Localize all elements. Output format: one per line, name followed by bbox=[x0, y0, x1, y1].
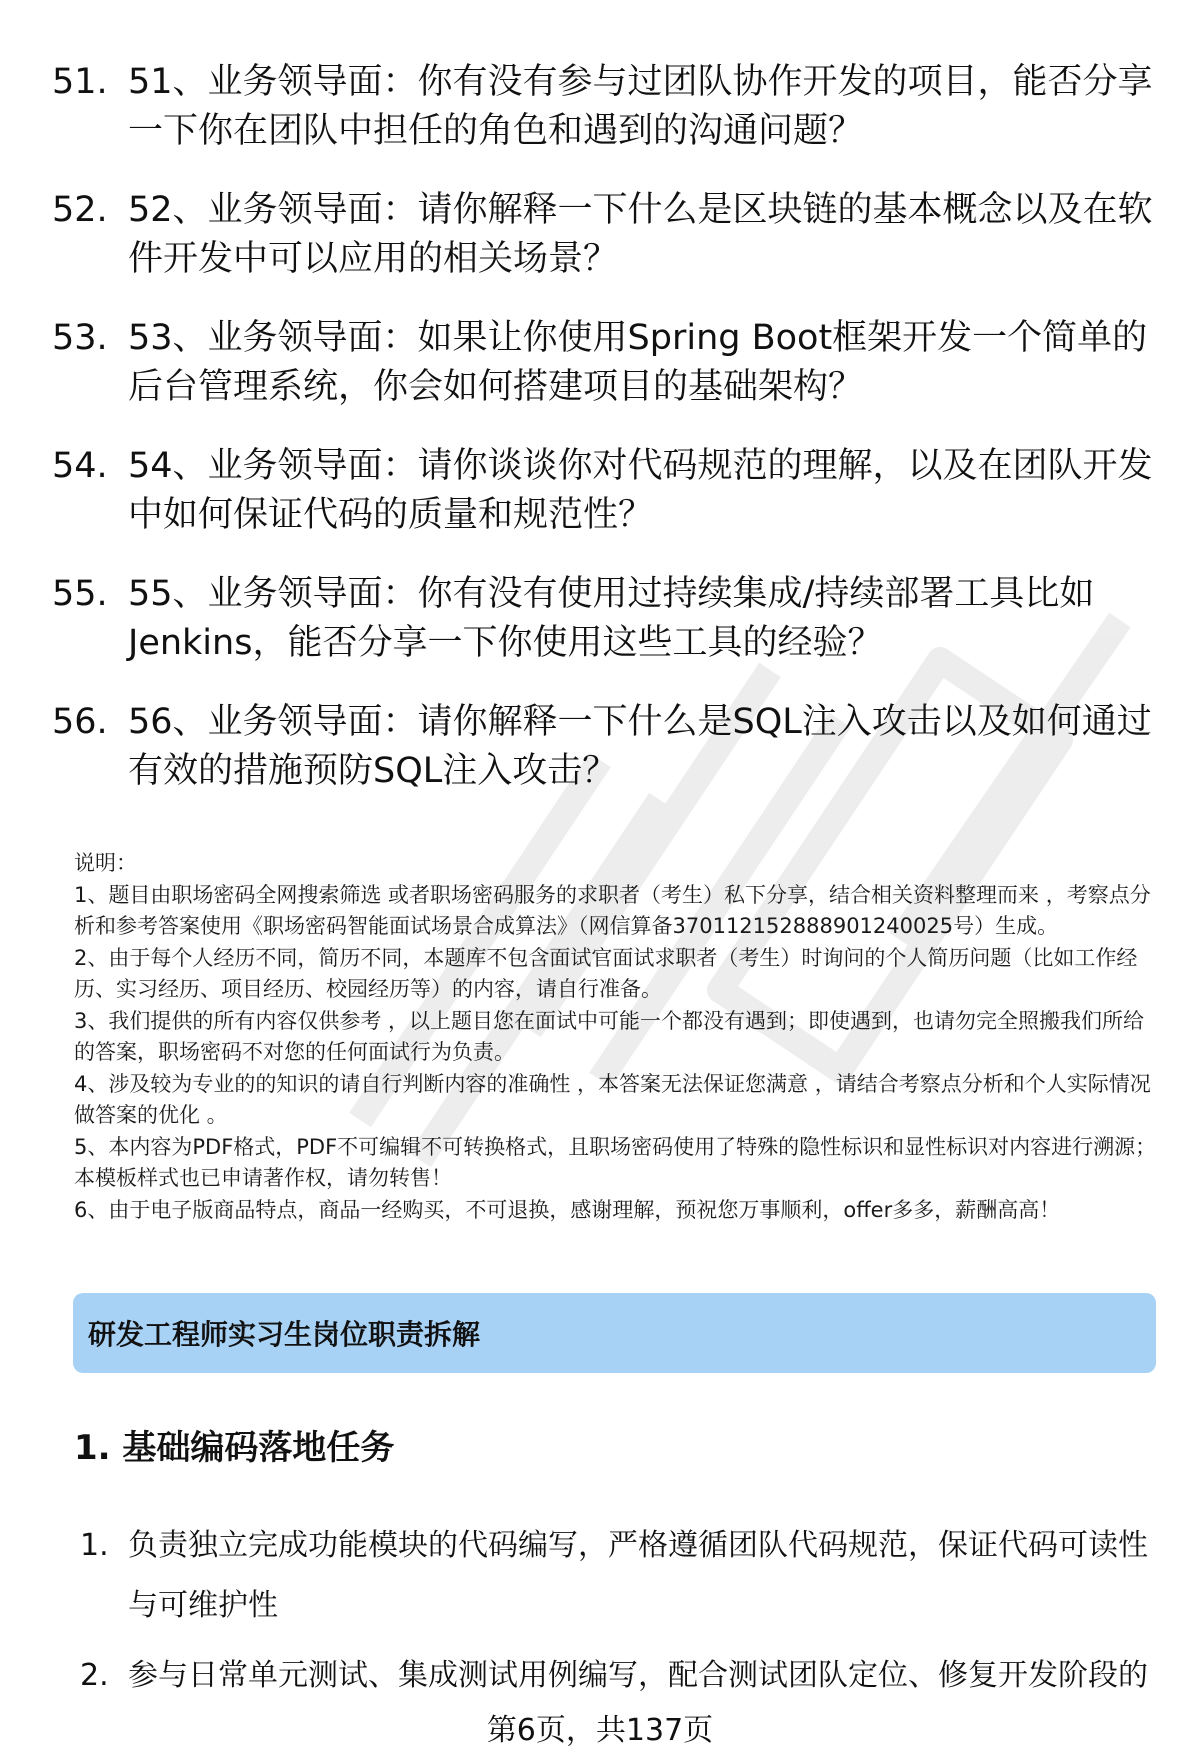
note-item: 1、题目由职场密码全网搜索筛选 或者职场密码服务的求职者（考生）私下分享，结合相关资料整理而来 ，考察点分析和参考答案使用《职场密码智能面试场景合成算法》（网信算备370112152888901240025号）生成。 bbox=[74, 882, 1151, 938]
question-text: 52、业务领导面：请你解释一下什么是区块链的基本概念以及在软件开发中可以应用的相关场景？ bbox=[128, 190, 1153, 279]
question-number: 52. bbox=[52, 190, 108, 230]
section-title-bar bbox=[73, 1293, 1156, 1373]
question-number: 53. bbox=[52, 318, 108, 358]
duty-number: 1. bbox=[80, 1528, 109, 1563]
question-text: 51、业务领导面：你有没有参与过团队协作开发的项目，能否分享一下你在团队中担任的角色和遇到的沟通问题？ bbox=[128, 62, 1153, 151]
note-item: 2、由于每个人经历不同，简历不同，本题库不包含面试官面试求职者（考生）时询问的个人简历问题（比如工作经历、实习经历、项目经历、校园经历等）的内容，请自行准备。 bbox=[74, 945, 1138, 1001]
question-item bbox=[52, 442, 1162, 540]
question-item bbox=[52, 314, 1162, 412]
question-text: 55、业务领导面：你有没有使用过持续集成/持续部署工具比如Jenkins，能否分享一下你使用这些工具的经验？ bbox=[128, 574, 1095, 663]
question-item bbox=[52, 570, 1162, 668]
duty-list bbox=[80, 1516, 1160, 1716]
question-text: 54、业务领导面：请你谈谈你对代码规范的理解，以及在团队开发中如何保证代码的质量和规范性？ bbox=[128, 446, 1153, 535]
question-number: 55. bbox=[52, 574, 108, 614]
question-item bbox=[52, 698, 1162, 796]
question-text: 53、业务领导面：如果让你使用Spring Boot框架开发一个简单的后台管理系统，你会如何搭建项目的基础架构？ bbox=[128, 318, 1148, 407]
question-list bbox=[52, 58, 1162, 826]
note-item: 3、我们提供的所有内容仅供参考 ，以上题目您在面试中可能一个都没有遇到；即使遇到，也请勿完全照搬我们所给的答案，职场密码不对您的任何面试行为负责。 bbox=[74, 1008, 1145, 1064]
note-item: 5、本内容为PDF格式，PDF不可编辑不可转换格式，且职场密码使用了特殊的隐性标识和显性标识对内容进行溯源；本模板样式也已申请著作权，请勿转售！ bbox=[74, 1134, 1157, 1190]
duty-item bbox=[80, 1646, 1160, 1706]
question-number: 51. bbox=[52, 62, 108, 102]
question-item bbox=[52, 186, 1162, 284]
question-text: 56、业务领导面：请你解释一下什么是SQL注入攻击以及如何通过有效的措施预防SQL注入攻击？ bbox=[128, 702, 1152, 791]
duty-text: 负责独立完成功能模块的代码编写，严格遵循团队代码规范，保证代码可读性与可维护性 bbox=[128, 1528, 1148, 1623]
duty-item bbox=[80, 1516, 1160, 1636]
notes-title: 说明： bbox=[74, 851, 137, 875]
duty-text: 参与日常单元测试、集成测试用例编写，配合测试团队定位、修复开发阶段的 bbox=[128, 1658, 1148, 1693]
question-number: 54. bbox=[52, 446, 108, 486]
sub-heading: 1. 基础编码落地任务 bbox=[74, 1428, 395, 1468]
note-item: 6、由于电子版商品特点，商品一经购买，不可退换，感谢理解，预祝您万事顺利，offer多多，薪酬高高！ bbox=[74, 1197, 1061, 1222]
question-item bbox=[52, 58, 1162, 156]
page-number-footer: 第6页，共137页 bbox=[486, 1713, 714, 1748]
note-item: 4、涉及较为专业的的知识的请自行判断内容的准确性 ，本答案无法保证您满意 ，请结合考察点分析和个人实际情况做答案的优化 。 bbox=[74, 1071, 1151, 1127]
section-title: 研发工程师实习生岗位职责拆解 bbox=[88, 1318, 481, 1351]
duty-number: 2. bbox=[80, 1658, 109, 1693]
question-number: 56. bbox=[52, 702, 108, 742]
notes-block bbox=[74, 848, 1164, 1226]
